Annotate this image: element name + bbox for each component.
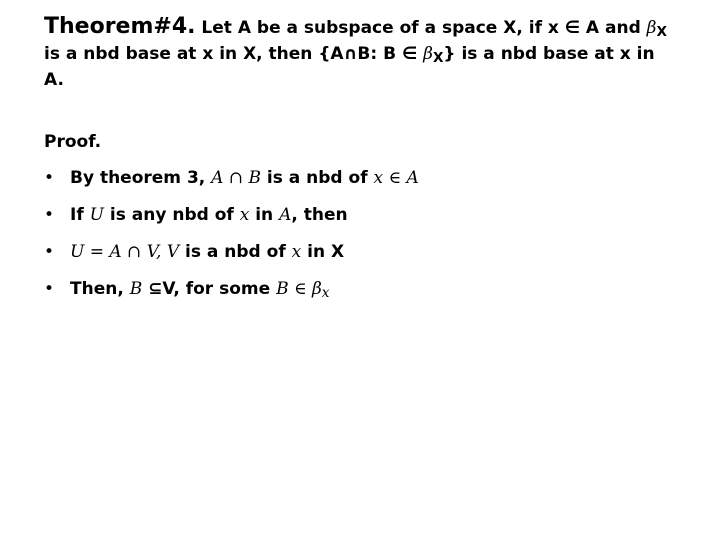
step-math: U = A ∩ V, V [70, 242, 180, 262]
bullet: • [44, 279, 55, 299]
step-math-subscript: x [321, 285, 330, 302]
step-math: B [129, 279, 143, 299]
step-text: Then, [70, 279, 124, 299]
beta-symbol: β [646, 18, 657, 38]
step-text: If [70, 205, 84, 225]
step-text: By theorem 3, [70, 168, 206, 188]
step-text: in X [307, 242, 345, 262]
step-math: U [89, 205, 104, 225]
theorem-line-1: Let A be a subspace of a space X, if x ∈ A and [201, 18, 641, 38]
beta-subscript-2: X [432, 50, 444, 67]
proof-step-1 [44, 167, 684, 204]
theorem-line-2b: } is a nbd base at x in [443, 44, 655, 64]
bullet: • [44, 242, 55, 262]
proof-step-4 [44, 278, 684, 315]
bullet: • [44, 205, 55, 225]
bullet: • [44, 168, 55, 188]
step-math: B ∈ β [276, 279, 322, 299]
step-math: x [239, 205, 250, 225]
proof-step-2 [44, 204, 684, 241]
step-math: A ∩ B [211, 168, 261, 188]
step-text: , then [291, 205, 348, 225]
beta-symbol-2: β [423, 44, 433, 64]
step-text: ⊆V, for some [148, 279, 271, 299]
proof-heading: Proof. [44, 132, 102, 152]
step-text: is a nbd of [266, 168, 368, 188]
step-text: in [255, 205, 274, 225]
step-math: x ∈ A [373, 168, 419, 188]
proof-steps [44, 167, 684, 315]
proof-step-3 [44, 241, 684, 278]
theorem-label: Theorem#4. [44, 14, 196, 39]
step-math: x [291, 242, 302, 262]
step-text: is any nbd of [109, 205, 234, 225]
step-math: A [279, 205, 292, 225]
theorem-line-2a: is a nbd base at x in X, then {A∩B: B ∈ [44, 44, 418, 64]
beta-subscript: X [656, 24, 667, 41]
step-text: is a nbd of [185, 242, 286, 262]
theorem-line-3: A. [44, 70, 64, 90]
theorem-statement [44, 14, 684, 93]
